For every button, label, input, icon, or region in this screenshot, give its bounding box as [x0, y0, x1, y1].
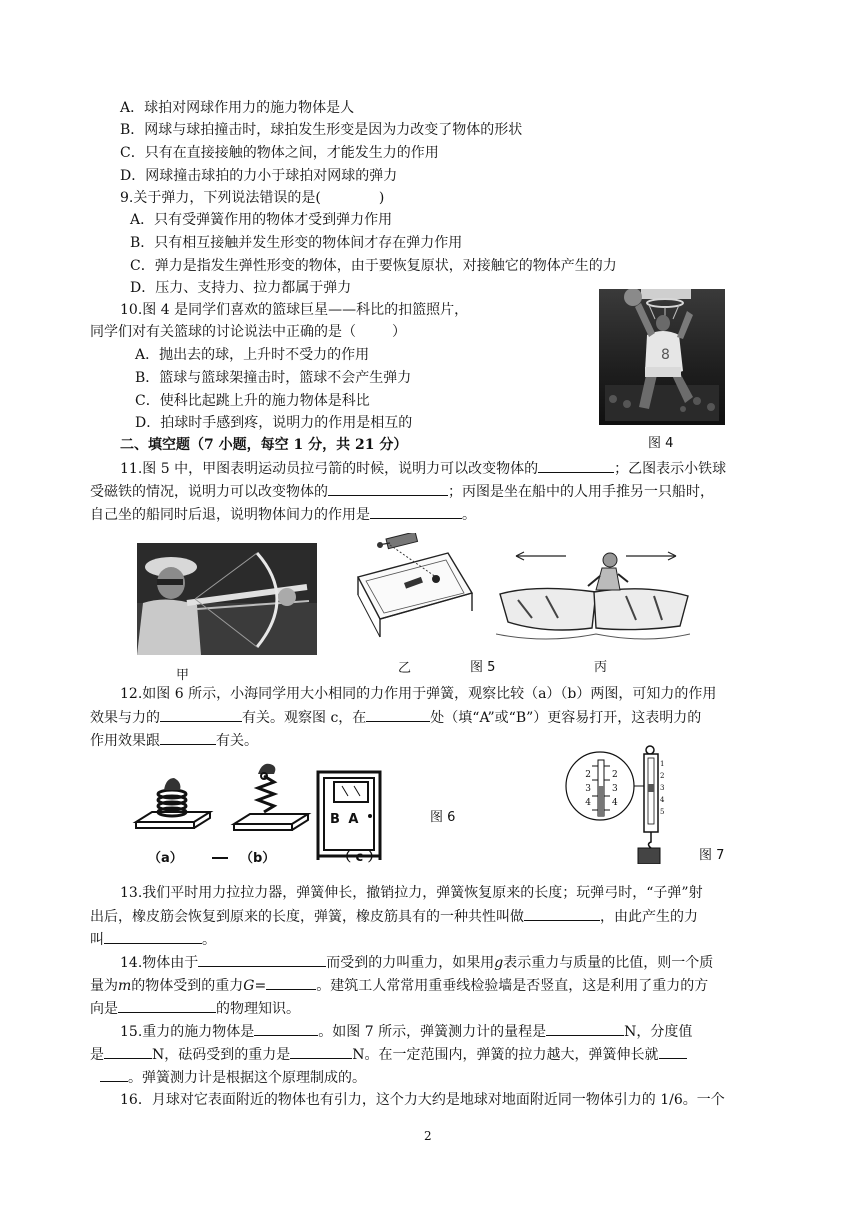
- section-2-heading: 二、填空题（7 小题，每空 1 分，共 21 分）: [120, 437, 408, 453]
- q14-line3: 向是 的物理知识。: [90, 998, 300, 1019]
- q12-line2: 效果与力的 有关。观察图 c，在 处（填“A”或“B”）更容易打开，这表明力的: [90, 707, 701, 728]
- q8-option-c: C．只有在直接接触的物体之间，才能发生力的作用: [120, 145, 439, 161]
- q15-blank-5-part1[interactable]: [659, 1044, 687, 1059]
- svg-text:8: 8: [661, 347, 670, 363]
- q11-line1: 11.图 5 中，甲图表明运动员拉弓箭的时候，说明力可以改变物体的 ；乙图表示小铁球: [120, 458, 726, 479]
- q9-option-b: B．只有相互接触并发生形变的物体间才存在弹力作用: [130, 235, 463, 251]
- q15-line2: 是 N，砝码受到的重力是 N。在一定范围内，弹簧的拉力越大，弹簧伸长就: [90, 1044, 687, 1065]
- q10-option-c: C．使科比起跳上升的施力物体是科比: [135, 393, 370, 409]
- q10-option-a: A．抛出去的球，上升时不受力的作用: [135, 347, 370, 363]
- q15-line3: 。弹簧测力计是根据这个原理制成的。: [100, 1067, 366, 1088]
- q8-option-a: A．球拍对网球作用力的施力物体是人: [120, 100, 355, 116]
- page-number: 2: [424, 1129, 432, 1143]
- door-label-b-a: B A: [330, 812, 361, 827]
- kobe-dunk-photo: [599, 289, 725, 425]
- q14-blank-2[interactable]: [266, 975, 316, 990]
- q9-option-c: C．弹力是指发生弹性形变的物体，由于要恢复原状，对接触它的物体产生的力: [130, 258, 617, 274]
- q8-option-b: B．网球与球拍撞击时，球拍发生形变是因为力改变了物体的形状: [120, 122, 523, 138]
- q9-option-a: A．只有受弹簧作用的物体才受到弹力作用: [130, 212, 393, 228]
- q13-line3: 叫 。: [90, 929, 216, 950]
- fig6-label-c: （ c ）: [338, 850, 381, 865]
- fig6-label-b: （b）: [240, 851, 276, 866]
- fig7-ticks-main: 1 2 3 4 5: [660, 760, 665, 816]
- q14-line2: 量为m的物体受到的重力G= 。建筑工人常常用重垂线检验墙是否竖直，这是利用了重力的方: [90, 975, 708, 996]
- q9-stem: 9.关于弹力，下列说法错误的是( ): [120, 190, 385, 206]
- q10-stem-line2: 同学们对有关篮球的讨论说法中正确的是（ ）: [90, 324, 406, 340]
- q11-blank-1[interactable]: [538, 458, 614, 473]
- q12-blank-2[interactable]: [366, 707, 430, 722]
- q16-line1: 16．月球对它表面附近的物体也有引力，这个力大约是地球对地面附近同一物体引力的 1/6。一个: [120, 1092, 725, 1108]
- stretched-spring-figure: [228, 760, 324, 840]
- fig5-yi-caption: 乙: [398, 661, 412, 676]
- q15-line1: 15.重力的施力物体是 。如图 7 所示，弹簧测力计的量程是 N，分度值: [120, 1021, 692, 1042]
- q15-blank-3[interactable]: [104, 1044, 152, 1059]
- q15-blank-5-part2[interactable]: [100, 1067, 128, 1082]
- q14-blank-1[interactable]: [198, 952, 326, 967]
- figure-4-caption: 图 4: [648, 436, 674, 451]
- fig6-divider: [212, 857, 228, 859]
- q12-blank-1[interactable]: [160, 707, 242, 722]
- boats-figure: [496, 548, 690, 644]
- q11-line2: 受磁铁的情况，说明力可以改变物体的 ；丙图是坐在船中的人用手推另一只船时，: [90, 481, 714, 502]
- q14-line1: 14.物体由于 而受到的力叫重力，如果用g表示重力与质量的比值，则一个质: [120, 952, 713, 973]
- fig7-ticks-right: 2 3 4: [612, 770, 618, 808]
- q12-blank-3[interactable]: [160, 730, 216, 745]
- q14-blank-3[interactable]: [118, 998, 216, 1013]
- fig6-label-a: （a）: [148, 851, 183, 866]
- q11-blank-2[interactable]: [328, 481, 448, 496]
- q13-line2: 出后，橡皮筋会恢复到原来的长度，弹簧，橡皮筋具有的一种共性叫做 ，由此产生的力: [90, 906, 698, 927]
- q15-blank-2[interactable]: [546, 1021, 624, 1036]
- q13-blank-2[interactable]: [104, 929, 202, 944]
- figure-6-caption: 图 6: [430, 810, 456, 825]
- q13-blank-1[interactable]: [524, 906, 600, 921]
- q10-stem-line1: 10.图 4 是同学们喜欢的篮球巨星——科比的扣篮照片，: [120, 302, 469, 318]
- q9-option-d: D．压力、支持力、拉力都属于弹力: [130, 280, 352, 296]
- compressed-spring-figure: [130, 760, 226, 840]
- q12-line1: 12.如图 6 所示，小海同学用大小相同的力作用于弹簧，观察比较（a）（b）两图，可知力的作用: [120, 686, 717, 702]
- fig5-caption: 图 5: [470, 660, 496, 675]
- archer-photo: [137, 543, 317, 655]
- q10-option-b: B．篮球与篮球架撞击时，篮球不会产生弹力: [135, 370, 412, 386]
- magnet-ball-figure: [350, 533, 478, 643]
- q12-line3: 作用效果跟 有关。: [90, 730, 258, 751]
- q8-option-d: D．网球撞击球拍的力小于球拍对网球的弹力: [120, 168, 398, 184]
- fig7-ticks-left: 2 3 4: [585, 770, 591, 808]
- figure-7-caption: 图 7: [699, 848, 725, 863]
- q15-blank-4[interactable]: [290, 1044, 352, 1059]
- q11-blank-3[interactable]: [370, 504, 462, 519]
- q11-line3: 自己坐的船同时后退，说明物体间力的作用是 。: [90, 504, 476, 525]
- q15-blank-1[interactable]: [254, 1021, 318, 1036]
- q10-option-d: D．拍球时手感到疼，说明力的作用是相互的: [135, 415, 413, 431]
- fig5-bing-caption: 丙: [594, 660, 608, 675]
- q13-line1: 13.我们平时用力拉拉力器，弹簧伸长，撤销拉力，弹簧恢复原来的长度；玩弹弓时，“子弹”射: [120, 885, 703, 901]
- fig5-jia-caption: 甲: [176, 668, 190, 683]
